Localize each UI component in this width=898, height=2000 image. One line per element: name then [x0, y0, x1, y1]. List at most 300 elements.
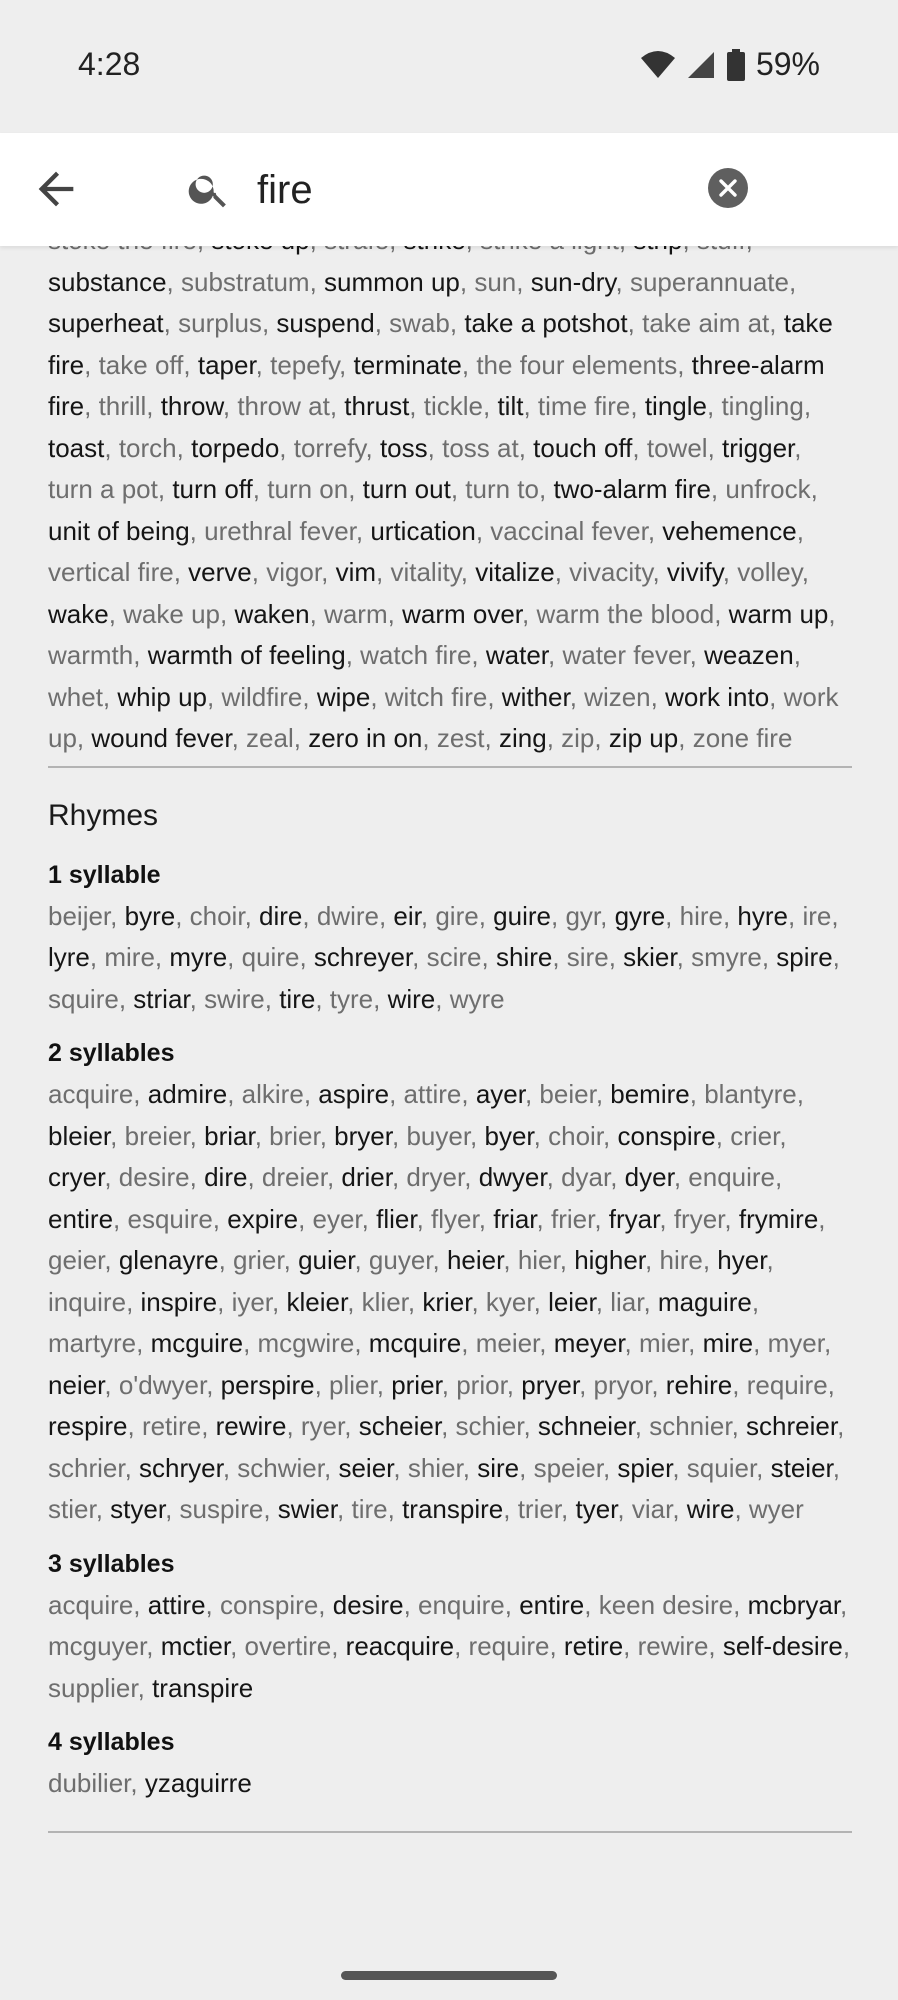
- word-link[interactable]: transpire: [402, 1494, 504, 1524]
- word-link[interactable]: desire: [332, 1589, 404, 1620]
- word-separator: ,: [89, 942, 105, 972]
- word-separator: ,: [779, 1120, 787, 1151]
- word-link[interactable]: reacquire: [345, 1631, 455, 1661]
- word-link[interactable]: zip up: [608, 723, 679, 753]
- word-link[interactable]: transpire: [152, 1672, 254, 1703]
- word-link[interactable]: myer: [767, 1328, 824, 1358]
- word-separator: ,: [407, 1286, 423, 1317]
- word-link[interactable]: summon up: [324, 266, 460, 297]
- word-separator: ,: [146, 1631, 161, 1661]
- word-link[interactable]: zip: [561, 723, 595, 753]
- word-link[interactable]: two-alarm fire: [553, 474, 711, 504]
- word-link[interactable]: swire: [204, 983, 265, 1014]
- word-link[interactable]: myre: [169, 942, 228, 972]
- word-link[interactable]: guier: [298, 1245, 355, 1275]
- word-link[interactable]: warm up: [728, 598, 829, 629]
- word-separator: ,: [481, 942, 496, 972]
- word-link[interactable]: spire: [776, 942, 833, 972]
- word-link[interactable]: time fire: [537, 391, 631, 421]
- word-link[interactable]: three-alarm fire: [48, 349, 825, 421]
- word-link[interactable]: water fever: [562, 640, 690, 670]
- word-link[interactable]: take off: [98, 349, 184, 380]
- word-link[interactable]: mcguire: [150, 1328, 244, 1358]
- word-separator: ,: [722, 557, 738, 587]
- word-link[interactable]: eyer: [312, 1203, 362, 1234]
- word-link[interactable]: bleier: [48, 1120, 111, 1151]
- word-separator: ,: [624, 1328, 639, 1358]
- word-link[interactable]: squier: [686, 1452, 757, 1483]
- word-link[interactable]: shier: [407, 1452, 463, 1483]
- word-link[interactable]: sire: [477, 1452, 520, 1483]
- word-link[interactable]: dire: [204, 1162, 248, 1192]
- word-link[interactable]: steier: [770, 1452, 833, 1483]
- word-link[interactable]: viar: [631, 1494, 673, 1524]
- word-link[interactable]: geier: [48, 1245, 105, 1275]
- word-link[interactable]: mire: [702, 1328, 754, 1358]
- word-link[interactable]: gire: [435, 900, 479, 931]
- search-input[interactable]: [255, 155, 679, 225]
- word-link[interactable]: wildfire: [221, 681, 303, 712]
- word-link[interactable]: require: [468, 1631, 550, 1661]
- wifi-icon: [640, 50, 676, 80]
- word-separator: ,: [706, 391, 722, 421]
- word-link[interactable]: cryer: [48, 1162, 105, 1192]
- word-link[interactable]: superheat: [48, 308, 164, 338]
- word-link[interactable]: sun-dry: [530, 266, 616, 297]
- word-link[interactable]: beier: [539, 1079, 596, 1109]
- word-link[interactable]: heier: [446, 1245, 504, 1275]
- word-link[interactable]: unfrock: [725, 474, 811, 504]
- word-link[interactable]: attire: [403, 1079, 462, 1109]
- word-link[interactable]: water: [485, 640, 549, 670]
- word-link[interactable]: surplus: [178, 308, 262, 338]
- word-link[interactable]: attire: [147, 1589, 206, 1620]
- word-link[interactable]: prior: [456, 1369, 507, 1400]
- word-link[interactable]: watch fire: [360, 640, 472, 670]
- word-link[interactable]: o'dwyer: [118, 1369, 207, 1400]
- word-separator: ,: [523, 1411, 538, 1441]
- word-link[interactable]: friar: [493, 1203, 537, 1234]
- word-link[interactable]: klier: [361, 1286, 408, 1317]
- word-separator: ,: [227, 1079, 242, 1109]
- word-link[interactable]: thrill: [98, 391, 147, 421]
- word-separator: ,: [538, 474, 554, 504]
- word-separator: ,: [302, 681, 317, 712]
- word-link[interactable]: pryer: [521, 1369, 580, 1400]
- word-link[interactable]: the four elements: [476, 349, 678, 380]
- word-separator: ,: [546, 1162, 562, 1192]
- word-separator: ,: [460, 557, 476, 587]
- word-link[interactable]: mire: [104, 942, 155, 972]
- word-link[interactable]: retire: [563, 1631, 624, 1661]
- word-link[interactable]: wake up: [123, 598, 220, 629]
- word-link[interactable]: vivify: [666, 557, 723, 587]
- word-link[interactable]: mier: [639, 1328, 689, 1358]
- word-link[interactable]: work into: [665, 681, 770, 712]
- word-separator: ,: [391, 1120, 407, 1151]
- word-link[interactable]: schnier: [649, 1411, 732, 1441]
- word-separator: ,: [133, 1079, 148, 1109]
- word-separator: ,: [548, 640, 563, 670]
- word-separator: ,: [217, 1286, 232, 1317]
- word-link[interactable]: dwire: [316, 900, 379, 931]
- word-link[interactable]: toss at: [442, 432, 519, 463]
- word-link[interactable]: tyre: [329, 983, 374, 1014]
- word-link[interactable]: inspire: [140, 1286, 218, 1317]
- word-link[interactable]: gyr: [565, 900, 601, 931]
- word-link[interactable]: weazen: [704, 640, 794, 670]
- word-link[interactable]: turn off: [172, 474, 253, 504]
- word-link[interactable]: vim: [335, 557, 376, 587]
- word-link[interactable]: expire: [227, 1203, 299, 1234]
- word-link[interactable]: wizen: [584, 681, 651, 712]
- word-link[interactable]: wyre: [449, 983, 505, 1014]
- word-link[interactable]: kyer: [485, 1286, 534, 1317]
- word-link[interactable]: warm: [324, 598, 388, 629]
- word-link[interactable]: scheier: [358, 1411, 442, 1441]
- word-link[interactable]: alkire: [241, 1079, 304, 1109]
- word-link[interactable]: trier: [517, 1494, 562, 1524]
- word-link[interactable]: mcquire: [368, 1328, 462, 1358]
- word-link[interactable]: turn out: [362, 474, 451, 504]
- word-link[interactable]: vitalize: [475, 557, 555, 587]
- word-link[interactable]: bryer: [334, 1120, 392, 1151]
- word-separator: ,: [104, 1162, 119, 1192]
- word-link[interactable]: torch: [118, 432, 177, 463]
- word-link[interactable]: turn to: [465, 474, 539, 504]
- word-link[interactable]: crier: [730, 1120, 780, 1151]
- word-link[interactable]: prier: [391, 1369, 442, 1400]
- word-link[interactable]: retire: [141, 1411, 202, 1441]
- word-link[interactable]: schreyer: [313, 942, 413, 972]
- word-link[interactable]: terminate: [353, 349, 462, 380]
- word-link[interactable]: glenayre: [118, 1245, 219, 1275]
- word-link[interactable]: scire: [426, 942, 482, 972]
- word-link[interactable]: perspire: [220, 1369, 315, 1400]
- word-link[interactable]: take fire: [48, 308, 833, 380]
- word-link[interactable]: blantyre: [704, 1079, 797, 1109]
- word-link[interactable]: wyer: [748, 1494, 804, 1524]
- word-link[interactable]: buyer: [406, 1120, 471, 1151]
- word-link[interactable]: toss: [379, 432, 428, 463]
- word-separator: ,: [707, 432, 723, 463]
- word-link[interactable]: zest: [436, 723, 485, 753]
- word-link[interactable]: inquire: [48, 1286, 127, 1317]
- word-link[interactable]: zing: [498, 723, 547, 753]
- word-link[interactable]: schryer: [139, 1452, 223, 1483]
- word-link[interactable]: liar: [610, 1286, 644, 1317]
- word-link[interactable]: towel: [646, 432, 708, 463]
- word-link[interactable]: choir: [548, 1120, 604, 1151]
- word-separator: ,: [522, 598, 537, 629]
- word-link[interactable]: urethral fever: [204, 515, 356, 546]
- word-link[interactable]: dwyer: [478, 1162, 547, 1192]
- word-link[interactable]: pryor: [593, 1369, 652, 1400]
- word-link[interactable]: taper: [197, 349, 256, 380]
- word-link[interactable]: tingling: [721, 391, 804, 421]
- word-link[interactable]: styer: [110, 1494, 166, 1524]
- word-link[interactable]: touch off: [533, 432, 633, 463]
- word-link[interactable]: guire: [493, 900, 551, 931]
- word-link[interactable]: tire: [351, 1494, 388, 1524]
- word-link[interactable]: kleier: [286, 1286, 348, 1317]
- word-link[interactable]: stier: [48, 1494, 96, 1524]
- word-link[interactable]: warm over: [402, 598, 522, 629]
- word-link[interactable]: ryer: [300, 1411, 345, 1441]
- word-link[interactable]: self-desire: [722, 1631, 843, 1661]
- word-link[interactable]: admire: [147, 1079, 228, 1109]
- word-link[interactable]: whip up: [117, 681, 207, 712]
- word-link[interactable]: yzaguirre: [144, 1768, 252, 1798]
- word-link[interactable]: keen desire: [598, 1589, 734, 1620]
- word-link[interactable]: rewire: [637, 1631, 709, 1661]
- word-separator: ,: [842, 1631, 851, 1661]
- word-link[interactable]: aspire: [318, 1079, 390, 1109]
- gesture-navigation-bar[interactable]: [341, 1971, 557, 1980]
- word-link[interactable]: respire: [48, 1411, 128, 1441]
- word-link[interactable]: wipe: [316, 681, 371, 712]
- word-link[interactable]: ire: [802, 900, 832, 931]
- word-link[interactable]: wire: [686, 1494, 735, 1524]
- word-link[interactable]: toast: [48, 432, 105, 463]
- word-link[interactable]: trigger: [722, 432, 795, 463]
- word-separator: ,: [617, 1494, 632, 1524]
- word-link[interactable]: brier: [269, 1120, 320, 1151]
- word-link[interactable]: quire: [241, 942, 300, 972]
- word-link[interactable]: suspend: [276, 308, 375, 338]
- bottom-divider: [48, 1831, 852, 1833]
- word-link[interactable]: speier: [533, 1452, 603, 1483]
- word-link[interactable]: unit of being: [48, 515, 190, 546]
- word-link[interactable]: choir: [189, 900, 245, 931]
- word-link[interactable]: volley: [737, 557, 802, 587]
- word-link[interactable]: byre: [124, 900, 176, 931]
- word-link[interactable]: zeal: [246, 723, 294, 753]
- word-link[interactable]: conspire: [220, 1589, 319, 1620]
- word-link[interactable]: whet: [48, 681, 103, 712]
- word-separator: ,: [546, 723, 562, 753]
- word-link[interactable]: acquire: [48, 1589, 134, 1620]
- word-link[interactable]: shire: [495, 942, 553, 972]
- word-link[interactable]: grier: [233, 1245, 284, 1275]
- word-separator: ,: [303, 1079, 319, 1109]
- word-separator: ,: [796, 515, 804, 546]
- word-link[interactable]: tingle: [644, 391, 707, 421]
- word-link[interactable]: zero in on: [308, 723, 423, 753]
- word-link[interactable]: supplier: [48, 1672, 138, 1703]
- word-link[interactable]: tire: [279, 983, 316, 1014]
- word-link[interactable]: witch fire: [384, 681, 488, 712]
- word-link[interactable]: iyer: [231, 1286, 273, 1317]
- word-link[interactable]: sun: [474, 266, 517, 297]
- word-link[interactable]: turn a pot: [48, 474, 158, 504]
- word-link[interactable]: enquire: [688, 1162, 776, 1192]
- word-link[interactable]: hire: [679, 900, 723, 931]
- word-link[interactable]: substance: [48, 266, 167, 297]
- word-link[interactable]: fryar: [608, 1203, 660, 1234]
- word-link[interactable]: breier: [124, 1120, 190, 1151]
- word-link[interactable]: beijer: [48, 900, 111, 931]
- word-link[interactable]: warmth of feeling: [147, 640, 346, 670]
- word-link[interactable]: sire: [566, 942, 609, 972]
- word-link[interactable]: swab: [389, 308, 450, 338]
- word-link[interactable]: swier: [277, 1494, 338, 1524]
- word-separator: ,: [672, 1494, 687, 1524]
- word-link[interactable]: dire: [259, 900, 303, 931]
- word-separator: ,: [652, 557, 667, 587]
- word-link[interactable]: schrier: [48, 1452, 125, 1483]
- word-link[interactable]: wake: [48, 598, 109, 629]
- word-link[interactable]: take aim at: [642, 308, 770, 338]
- word-link[interactable]: esquire: [127, 1203, 213, 1234]
- syllable-heading: 1 syllable: [48, 860, 161, 889]
- word-separator: ,: [409, 391, 424, 421]
- word-link[interactable]: enquire: [418, 1589, 505, 1620]
- word-link[interactable]: krier: [422, 1286, 472, 1317]
- word-link[interactable]: mcgwire: [257, 1328, 355, 1358]
- word-link[interactable]: warmth: [48, 640, 134, 670]
- word-link[interactable]: tepefy: [270, 349, 340, 380]
- word-link[interactable]: overtire: [244, 1631, 332, 1661]
- word-link[interactable]: thrust: [344, 391, 410, 421]
- word-link[interactable]: maguire: [657, 1286, 752, 1317]
- word-link[interactable]: bemire: [610, 1079, 690, 1109]
- word-separator: ,: [561, 1494, 576, 1524]
- word-link[interactable]: briar: [204, 1120, 255, 1151]
- word-link[interactable]: vivacity: [569, 557, 653, 587]
- word-link[interactable]: schreier: [746, 1411, 838, 1441]
- word-link[interactable]: frymire: [738, 1203, 819, 1234]
- word-link[interactable]: skier: [623, 942, 677, 972]
- word-separator: ,: [95, 1494, 111, 1524]
- word-link[interactable]: rewire: [215, 1411, 287, 1441]
- word-link[interactable]: mcbryar: [747, 1589, 841, 1620]
- word-link[interactable]: tickle: [423, 391, 483, 421]
- word-link[interactable]: require: [746, 1369, 828, 1400]
- word-link[interactable]: eir: [393, 900, 421, 931]
- word-link[interactable]: mcguyer: [48, 1631, 147, 1661]
- word-link[interactable]: turn on: [267, 474, 349, 504]
- word-link[interactable]: take a potshot: [464, 308, 628, 338]
- word-separator: ,: [627, 308, 643, 338]
- word-link[interactable]: spier: [617, 1452, 673, 1483]
- word-separator: ,: [427, 432, 443, 463]
- word-link[interactable]: desire: [118, 1162, 190, 1192]
- word-link[interactable]: striar: [133, 983, 190, 1014]
- word-link[interactable]: byer: [484, 1120, 534, 1151]
- word-link[interactable]: superannuate: [629, 266, 789, 297]
- word-separator: ,: [487, 681, 502, 712]
- word-link[interactable]: schneier: [537, 1411, 635, 1441]
- word-link[interactable]: vaccinal fever: [490, 515, 648, 546]
- word-link[interactable]: acquire: [48, 1079, 134, 1109]
- word-link[interactable]: hire: [659, 1245, 703, 1275]
- word-link[interactable]: vehemence: [662, 515, 797, 546]
- word-link[interactable]: vigor: [266, 557, 322, 587]
- word-link[interactable]: flier: [376, 1203, 417, 1234]
- word-link[interactable]: squire: [48, 983, 119, 1014]
- syllable-group: [48, 1725, 852, 1805]
- word-link[interactable]: hyer: [717, 1245, 767, 1275]
- word-link[interactable]: wire: [387, 983, 436, 1014]
- word-link[interactable]: schwier: [237, 1452, 324, 1483]
- word-separator: ,: [769, 308, 784, 338]
- word-link[interactable]: dubilier: [48, 1768, 131, 1798]
- word-link[interactable]: throw: [160, 391, 223, 421]
- word-link[interactable]: vitality: [390, 557, 461, 587]
- word-link[interactable]: tyer: [575, 1494, 618, 1524]
- word-link[interactable]: meyer: [553, 1328, 625, 1358]
- word-link[interactable]: entire: [519, 1589, 585, 1620]
- word-link[interactable]: urtication: [370, 515, 476, 546]
- word-link[interactable]: dyar: [561, 1162, 611, 1192]
- word-link[interactable]: frier: [550, 1203, 595, 1234]
- word-link[interactable]: wither: [501, 681, 570, 712]
- word-link[interactable]: dyer: [624, 1162, 674, 1192]
- word-link[interactable]: torrefy: [293, 432, 366, 463]
- word-link[interactable]: hyre: [737, 900, 788, 931]
- word-separator: ,: [823, 1328, 832, 1358]
- word-link[interactable]: drier: [341, 1162, 392, 1192]
- word-link[interactable]: vertical fire: [48, 557, 174, 587]
- word-link[interactable]: plier: [329, 1369, 377, 1400]
- word-separator: ,: [734, 1494, 749, 1524]
- word-link[interactable]: guyer: [368, 1245, 433, 1275]
- word-link[interactable]: flyer: [431, 1203, 479, 1234]
- word-link[interactable]: gyre: [614, 900, 666, 931]
- word-link[interactable]: dreier: [261, 1162, 327, 1192]
- word-separator: ,: [478, 1203, 494, 1234]
- clear-search-icon[interactable]: [708, 168, 748, 208]
- word-separator: ,: [630, 391, 645, 421]
- word-link[interactable]: torpedo: [191, 432, 280, 463]
- word-link[interactable]: ayer: [475, 1079, 525, 1109]
- word-link[interactable]: suspire: [179, 1494, 264, 1524]
- word-separator: ,: [378, 900, 394, 931]
- back-arrow-icon[interactable]: [30, 163, 82, 215]
- word-link[interactable]: hier: [517, 1245, 560, 1275]
- word-link[interactable]: work up: [48, 681, 839, 753]
- word-separator: ,: [519, 1452, 534, 1483]
- word-link[interactable]: neier: [48, 1369, 105, 1400]
- word-separator: ,: [516, 266, 531, 297]
- word-link[interactable]: throw at: [237, 391, 330, 421]
- word-link[interactable]: schier: [455, 1411, 524, 1441]
- word-link[interactable]: fryer: [673, 1203, 725, 1234]
- word-link[interactable]: conspire: [617, 1120, 716, 1151]
- word-link[interactable]: smyre: [691, 942, 762, 972]
- word-link[interactable]: mctier: [160, 1631, 231, 1661]
- word-link[interactable]: waken: [234, 598, 310, 629]
- word-link[interactable]: verve: [188, 557, 252, 587]
- word-link[interactable]: leier: [548, 1286, 596, 1317]
- word-link[interactable]: warm the blood: [536, 598, 715, 629]
- word-link[interactable]: meier: [475, 1328, 540, 1358]
- word-link[interactable]: lyre: [48, 942, 90, 972]
- word-link[interactable]: seier: [338, 1452, 394, 1483]
- word-separator: ,: [650, 681, 666, 712]
- word-link[interactable]: higher: [574, 1245, 646, 1275]
- word-separator: ,: [753, 1328, 768, 1358]
- word-link[interactable]: entire: [48, 1203, 114, 1234]
- word-link[interactable]: dryer: [406, 1162, 465, 1192]
- word-link[interactable]: martyre: [48, 1328, 137, 1358]
- word-link[interactable]: zone fire: [692, 723, 793, 753]
- word-link[interactable]: tilt: [497, 391, 524, 421]
- word-link[interactable]: wound fever: [91, 723, 232, 753]
- word-link[interactable]: substratum: [180, 266, 310, 297]
- word-link[interactable]: rehire: [665, 1369, 733, 1400]
